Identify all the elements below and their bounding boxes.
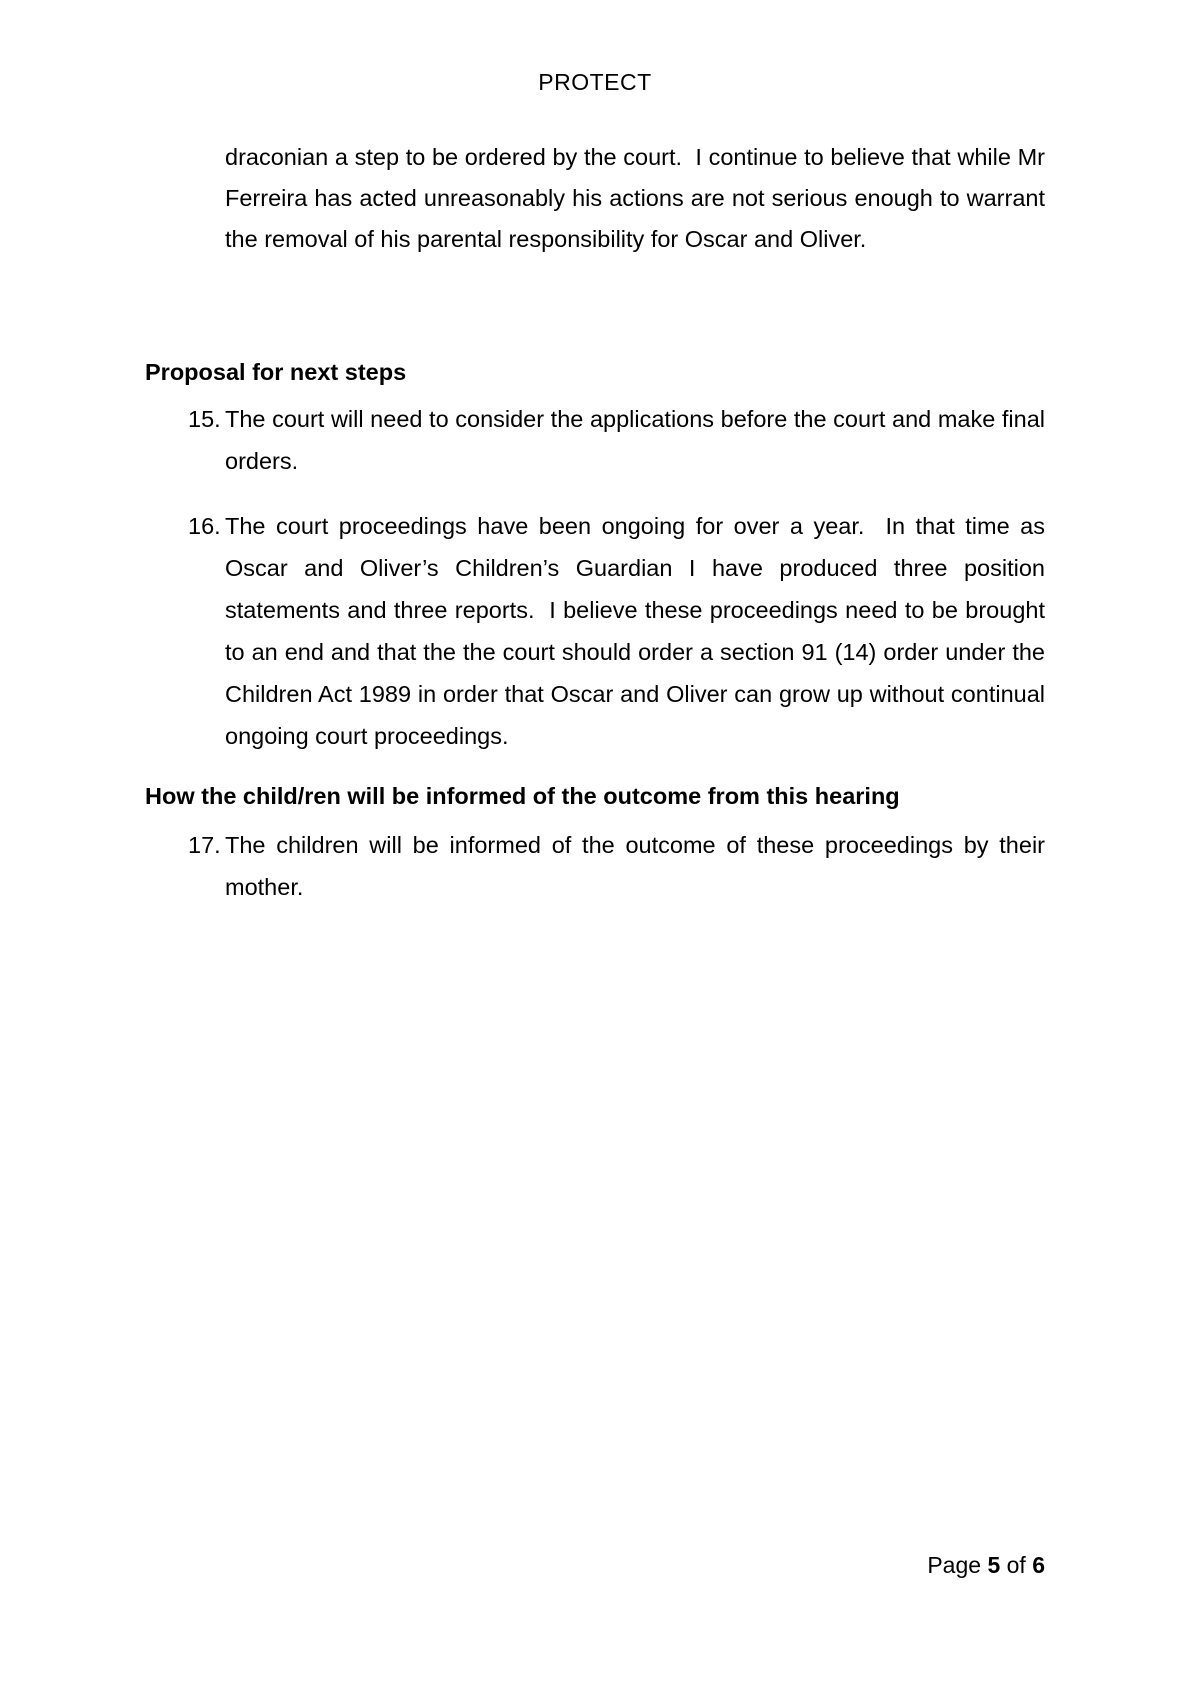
footer-of-label: of	[1006, 1552, 1026, 1578]
footer-total-pages: 6	[1032, 1552, 1045, 1578]
numbered-paragraph-17	[145, 824, 1045, 908]
paragraph-number: 17.	[188, 832, 221, 858]
intro-paragraph: draconian a step to be ordered by the court. I continue to believe that while Mr Ferreira has acted unreasonably his actions are not serious enough to warrant the removal of his parental responsibility for Oscar and Oliver.	[225, 144, 1045, 252]
paragraph-text: The children will be informed of the outcome of these proceedings by their mother.	[225, 832, 1045, 900]
paragraph-number: 16.	[188, 513, 221, 539]
page-footer	[927, 1548, 1045, 1582]
numbered-paragraph-15	[145, 398, 1045, 482]
paragraph-number: 15.	[188, 406, 221, 432]
footer-page-number: 5	[987, 1552, 1001, 1578]
section-heading-child-informed-outcome: How the child/ren will be informed of the outcome from this hearing	[145, 783, 900, 809]
document-content	[145, 137, 1045, 908]
footer-page-label: Page	[927, 1552, 982, 1578]
classification-header: PROTECT	[538, 69, 652, 95]
paragraph-text: The court proceedings have been ongoing for over a year. In that time as Oscar and Oliver’s Children’s Guardian I have produced three position statements and three reports. I believe these proceedings need to be brought to an end and that the the court should order a section 91 (14) order under the Children Act 1989 in order that Oscar and Oliver can grow up without continual ongoing court proceedings.	[225, 513, 1045, 749]
section-heading-proposal-next-steps: Proposal for next steps	[145, 359, 407, 385]
numbered-paragraph-16	[145, 505, 1045, 757]
paragraph-text: The court will need to consider the applications before the court and make final orders.	[225, 406, 1045, 474]
